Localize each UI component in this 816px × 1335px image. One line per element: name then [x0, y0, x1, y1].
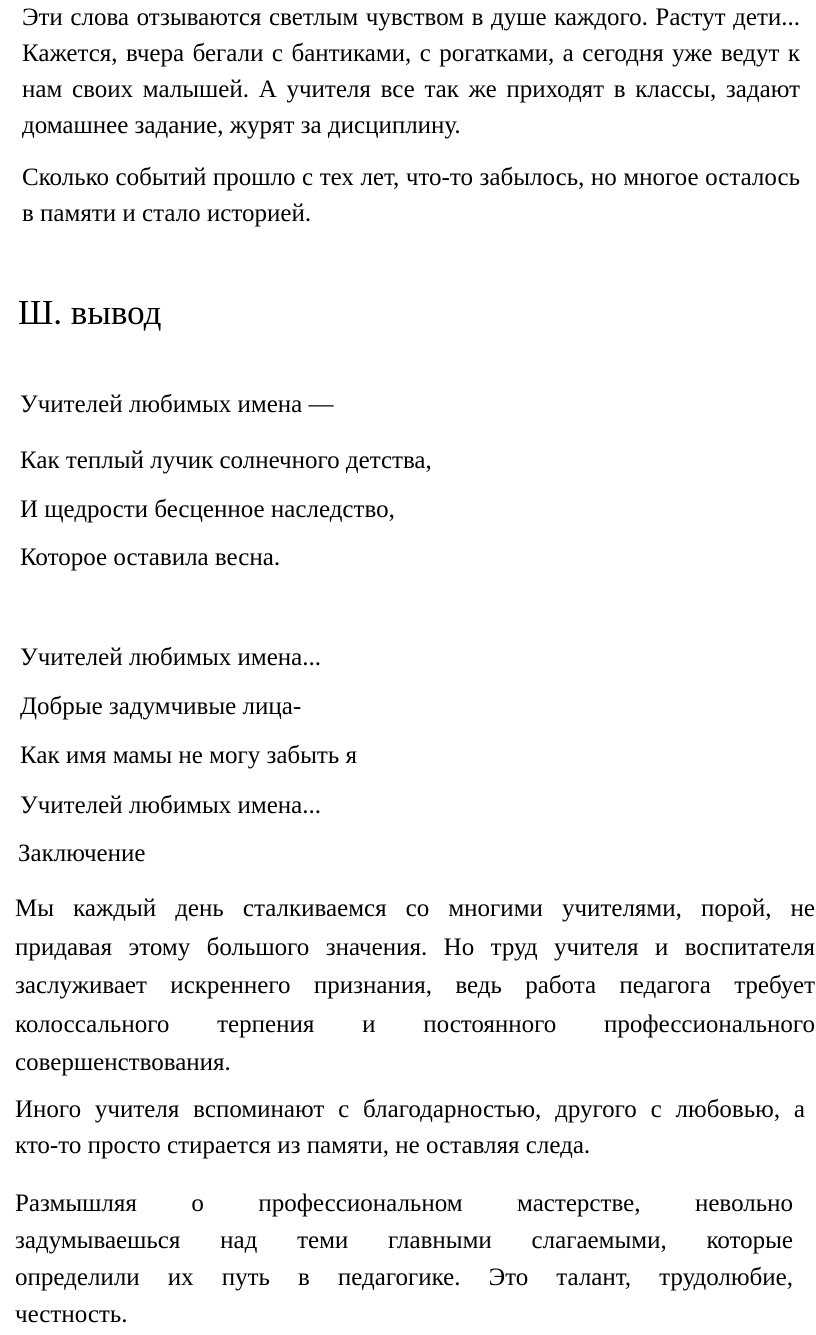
conclusion-paragraph-1: Мы каждый день сталкиваемся со многими учителями, порой, не придавая этому большого значения. Но труд учителя и воспитателя заслуживает искреннего признания, ведь работа педагога требует колоссального терпения и постоянного профессионального совершенствования. — [15, 895, 815, 1076]
intro-paragraph-2: Сколько событий прошло с тех лет, что-то забылось, но многое осталось в памяти и стало историей. — [22, 164, 800, 227]
poem-line: Добрые задумчивые лица- — [20, 693, 302, 720]
paragraph-line: кто-то просто стирается из памяти, не оставляя следа. — [15, 1132, 591, 1159]
poem-line: Учителей любимых имена — — [20, 391, 334, 418]
poem-line: Учителей любимых имена... — [20, 644, 322, 671]
paragraph-line: определили их путь в педагогике. Это талант, трудолюбие, — [15, 1264, 793, 1291]
paragraph-line: Иного учителя вспоминают с благодарностью, другого с любовью, а — [15, 1096, 805, 1123]
paragraph-line: честность. — [15, 1301, 128, 1328]
paragraph-line: задумываешься над теми главными слагаемыми, которые — [15, 1227, 793, 1254]
paragraph-line: Размышляя о профессиональном мастерстве, невольно — [15, 1190, 793, 1217]
poem-line: Как имя мамы не могу забыть я — [20, 742, 358, 769]
poem-line: Которое оставила весна. — [20, 544, 281, 571]
poem-line: И щедрости бесценное наследство, — [20, 496, 395, 523]
conclusion-title: Заключение — [18, 840, 146, 867]
section-heading: Ш. вывод — [18, 293, 162, 332]
poem-line: Учителей любимых имена... — [20, 792, 322, 819]
poem-line: Как теплый лучик солнечного детства, — [20, 447, 432, 474]
intro-paragraph-1: Эти слова отзываются светлым чувством в душе каждого. Растут дети... Кажется, вчера бегали с бантиками, с рогатками, а сегодня уже ведут к нам своих малышей. А учителя все так же приходят в классы, задают домашнее задание, журят за дисциплину. — [22, 4, 800, 139]
